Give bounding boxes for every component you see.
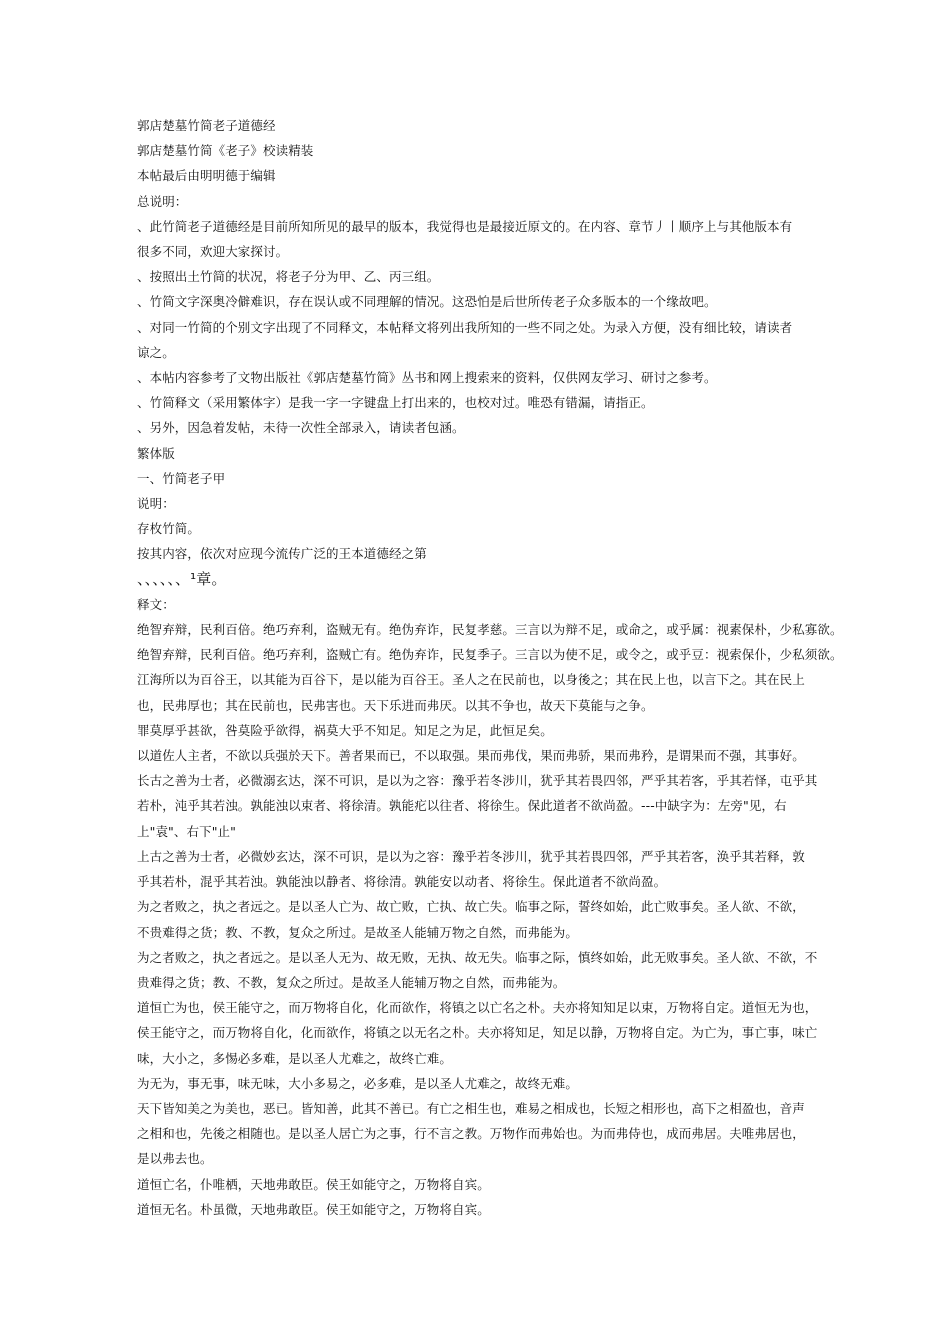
section-heading: 繁体版 <box>137 445 175 461</box>
paragraph-line: 天下皆知美之为美也，恶已。皆知善，此其不善已。有亡之相生也，难易之相成也，长短之相形也，高下之相盈也，音声 <box>137 1100 805 1116</box>
paragraph-line: 为无为，事无事，味无味，大小多易之，必多难，是以圣人尤难之，故终无难。 <box>137 1075 579 1091</box>
paragraph-line: 为之者败之，执之者远之。是以圣人亡为、故亡败，亡执、故亡失。临事之际，誓终如始，此亡败事矣。圣人欲、不欲， <box>137 899 805 915</box>
section-heading: 总说明： <box>137 193 188 209</box>
doc-title: 郭店楚墓竹简老子道德经 <box>137 118 276 133</box>
paragraph-line: 也，民弗厚也；其在民前也，民弗害也。天下乐进而弗厌。以其不争也，故天下莫能与之争。 <box>137 697 654 713</box>
paragraph-line: 按其内容，依次对应现今流传广泛的王本道德经之第 <box>137 546 427 562</box>
document-body <box>137 113 843 1222</box>
paragraph-line: 为之者败之，执之者远之。是以圣人无为、故无败，无执、故无失。临事之际，慎终如始，此无败事矣。圣人欲、不欲，不 <box>137 949 818 965</box>
paragraph-line: 存枚竹简。 <box>137 521 201 537</box>
paragraph-line: 长古之善为士者，必微溺玄达，深不可识，是以为之容：豫乎若冬涉川，犹乎其若畏四邻，严乎其若客，乎其若怿，屯乎其 <box>137 773 818 789</box>
paragraph-line: 罪莫厚乎甚欲，咎莫险乎欲得，祸莫大乎不知足。知足之为足，此恒足矣。 <box>137 722 553 738</box>
paragraph-line: 道恒无名。朴虽微，天地弗敢臣。侯王如能守之，万物将自宾。 <box>137 1201 490 1217</box>
paragraph-line: 乎其若朴，混乎其若浊。孰能浊以静者、将徐清。孰能安以动者、将徐生。保此道者不欲尚盈。 <box>137 874 667 890</box>
paragraph-line: 绝智弃辩，民利百倍。绝巧弃利，盗贼无有。绝伪弃诈，民复孝慈。三言以为辩不足，或命之，或乎属：视素保朴，少私寡欲。 <box>137 622 843 638</box>
paragraph-line: 、、、、、、¹章。 <box>137 569 227 588</box>
paragraph-line: 、本帖内容参考了文物出版社《郭店楚墓竹简》丛书和网上搜索来的资料，仅供网友学习、研讨之参考。 <box>137 370 717 386</box>
paragraph-line: 之相和也，先後之相随也。是以圣人居亡为之事，行不言之教。万物作而弗始也。为而弗侍也，成而弗居。夫唯弗居也， <box>137 1126 805 1142</box>
paragraph-line: 、按照出土竹简的状况，将老子分为甲、乙、丙三组。 <box>137 269 440 285</box>
paragraph-line: 绝智弃辩，民利百倍。绝巧弃利，盗贼亡有。绝伪弃诈，民复季子。三言以为使不足，或令之，或乎豆：视索保仆，少私须欲。 <box>137 647 843 663</box>
paragraph-line: 道恒亡为也，侯王能守之，而万物将自化，化而欲作，将镇之以亡名之朴。夫亦将知知足以束，万物将自定。道恒无为也， <box>137 1000 818 1016</box>
paragraph-line: 若朴，沌乎其若浊。孰能浊以束者、将徐清。孰能疕以往者、将徐生。保此道者不欲尚盈。---中缺字为：左旁"见，右 <box>137 798 787 814</box>
paragraph-line: 侯王能守之，而万物将自化，化而欲作，将镇之以无名之朴。夫亦将知足，知足以静，万物将自定。为亡为，事亡事，味亡 <box>137 1025 818 1041</box>
paragraph-line: 上"袁"、右下"止" <box>137 823 236 839</box>
paragraph-line: 道恒亡名，仆唯栖，天地弗敢臣。侯王如能守之，万物将自宾。 <box>137 1176 490 1192</box>
doc-subtitle: 郭店楚墓竹简《老子》校读精装 <box>137 143 314 159</box>
paragraph-line: 、竹简释文（采用繁体字）是我一字一字键盘上打出来的，也校对过。唯恐有错漏，请指正。 <box>137 395 654 411</box>
edit-note: 本帖最后由明明德于编辑 <box>137 168 276 184</box>
paragraph-line: 、对同一竹简的个别文字出现了不同释文，本帖释文将列出我所知的一些不同之处。为录入方便，没有细比较，请读者 <box>137 319 793 335</box>
paragraph-line: 不贵难得之货；教、不教，复众之所过。是故圣人能辅万物之自然，而弗能为。 <box>137 924 579 940</box>
paragraph-line: 、另外，因急着发帖，未待一次性全部录入，请读者包涵。 <box>137 420 465 436</box>
section-heading: 释文： <box>137 596 175 612</box>
paragraph-line: 、竹简文字深奥冷僻难识，存在误认或不同理解的情况。这恐怕是后世所传老子众多版本的一个缘故吧。 <box>137 294 717 310</box>
paragraph-line: 很多不同，欢迎大家探讨。 <box>137 244 289 260</box>
paragraph-line: 、此竹简老子道德经是目前所知所见的最早的版本，我觉得也是最接近原文的。在内容、章节丿丨顺序上与其他版本有 <box>137 218 793 234</box>
section-heading: 一、竹简老子甲 <box>137 470 226 486</box>
paragraph-line: 以道佐人主者，不欲以兵强於天下。善者果而已，不以取强。果而弗伐，果而弗骄，果而弗矜，是谓果而不强，其事好。 <box>137 748 805 764</box>
paragraph-line: 是以弗去也。 <box>137 1151 213 1167</box>
paragraph-line: 上古之善为士者，必微妙玄达，深不可识，是以为之容：豫乎若冬涉川，犹乎其若畏四邻，严乎其若客，涣乎其若释，敦 <box>137 848 805 864</box>
section-heading: 说明： <box>137 496 175 512</box>
paragraph-line: 江海所以为百谷王，以其能为百谷下，是以能为百谷王。圣人之在民前也，以身後之；其在民上也，以言下之。其在民上 <box>137 672 805 688</box>
paragraph-line: 贵难得之货；教、不教，复众之所过。是故圣人能辅万物之自然，而弗能为。 <box>137 974 566 990</box>
paragraph-line: 味，大小之，多惕必多难，是以圣人尤难之，故终亡难。 <box>137 1050 453 1066</box>
paragraph-line: 谅之。 <box>137 344 175 360</box>
